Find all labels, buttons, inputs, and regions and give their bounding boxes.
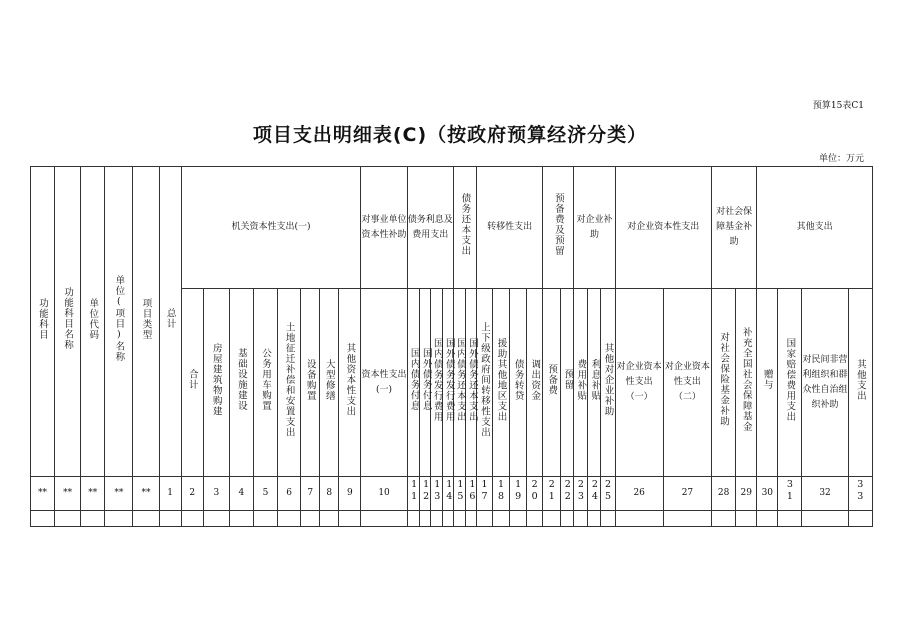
index-cell: 30 bbox=[757, 477, 778, 511]
sub-other-enterprise: 其他对企业补助 bbox=[601, 289, 615, 477]
group-enterprise-subsidy: 对企业补助 bbox=[574, 167, 615, 289]
index-cell: ** bbox=[105, 477, 133, 511]
index-cell: 7 bbox=[301, 477, 320, 511]
sub-enterprise-capital-one: 对企业资本性支出（一） bbox=[615, 289, 663, 477]
sub-cost-subsidy: 费用补贴 bbox=[574, 289, 588, 477]
sub-onlending: 债务转贷 bbox=[510, 289, 527, 477]
index-cell: 23 bbox=[574, 477, 588, 511]
group-reserve: 预备费及预留 bbox=[543, 167, 574, 289]
group-other: 其他支出 bbox=[757, 167, 873, 289]
sub-domestic-principal: 国内债务还本支出 bbox=[453, 289, 465, 477]
index-cell: 8 bbox=[320, 477, 339, 511]
sub-aid-regions: 援助其他地区支出 bbox=[493, 289, 510, 477]
index-cell: 24 bbox=[588, 477, 601, 511]
index-cell: 17 bbox=[476, 477, 492, 511]
index-cell: 26 bbox=[615, 477, 663, 511]
empty-cell bbox=[527, 511, 543, 527]
empty-cell bbox=[601, 511, 615, 527]
sub-retained: 预留 bbox=[561, 289, 574, 477]
col-func-code: 功能科目 bbox=[31, 167, 55, 477]
index-cell: 28 bbox=[712, 477, 736, 511]
empty-cell bbox=[757, 511, 778, 527]
group-social-security: 对社会保障基金补助 bbox=[712, 167, 757, 289]
empty-cell bbox=[181, 511, 203, 527]
empty-cell bbox=[105, 511, 133, 527]
index-cell: 32 bbox=[802, 477, 848, 511]
sub-other-capital: 其他资本性支出 bbox=[339, 289, 361, 477]
empty-cell bbox=[430, 511, 442, 527]
unit-label: 单位：万元 bbox=[818, 154, 864, 164]
empty-cell bbox=[802, 511, 848, 527]
empty-cell bbox=[561, 511, 574, 527]
sub-foreign-interest: 国外债务付息 bbox=[419, 289, 430, 477]
group-transfer: 转移性支出 bbox=[476, 167, 542, 289]
index-cell: 27 bbox=[663, 477, 711, 511]
index-cell: 2 bbox=[181, 477, 203, 511]
sub-foreign-principal: 国外债务还本支出 bbox=[465, 289, 476, 477]
index-cell: 20 bbox=[527, 477, 543, 511]
index-cell: 3 bbox=[203, 477, 229, 511]
empty-cell bbox=[81, 511, 105, 527]
sub-domestic-issue: 国内债务发行费用 bbox=[430, 289, 442, 477]
group-debt-interest: 债务利息及费用支出 bbox=[407, 167, 453, 289]
col-unit-code: 单位代码 bbox=[81, 167, 105, 477]
group-public-unit-capital: 对事业单位资本性补助 bbox=[361, 167, 407, 289]
sub-nonprofit-subsidy: 对民间非营利组织和群众性自治组织补助 bbox=[802, 289, 848, 477]
empty-cell bbox=[543, 511, 561, 527]
index-cell: 29 bbox=[736, 477, 757, 511]
index-cell: 25 bbox=[601, 477, 615, 511]
empty-cell bbox=[55, 511, 81, 527]
empty-row bbox=[31, 511, 873, 527]
empty-cell bbox=[133, 511, 159, 527]
group-header-row bbox=[31, 167, 873, 289]
index-cell: 15 bbox=[453, 477, 465, 511]
sub-total: 合计 bbox=[181, 289, 203, 477]
index-cell: 31 bbox=[778, 477, 802, 511]
group-enterprise-capital: 对企业资本性支出 bbox=[615, 167, 711, 289]
index-cell: 16 bbox=[465, 477, 476, 511]
index-cell: ** bbox=[133, 477, 159, 511]
empty-cell bbox=[31, 511, 55, 527]
index-cell: 14 bbox=[442, 477, 453, 511]
empty-cell bbox=[848, 511, 872, 527]
expenditure-table bbox=[30, 166, 873, 527]
sub-interest-subsidy: 利息补贴 bbox=[588, 289, 601, 477]
index-cell: 33 bbox=[848, 477, 872, 511]
empty-cell bbox=[465, 511, 476, 527]
group-capital-expenditure: 机关资本性支出(一) bbox=[181, 167, 361, 289]
empty-cell bbox=[203, 511, 229, 527]
index-cell: 13 bbox=[430, 477, 442, 511]
page-title: 项目支出明细表(C)（按政府预算经济分类） bbox=[252, 124, 648, 146]
empty-cell bbox=[663, 511, 711, 527]
index-cell: 19 bbox=[510, 477, 527, 511]
empty-cell bbox=[453, 511, 465, 527]
empty-cell bbox=[712, 511, 736, 527]
index-cell: 9 bbox=[339, 477, 361, 511]
empty-cell bbox=[778, 511, 802, 527]
empty-cell bbox=[419, 511, 430, 527]
index-cell: 10 bbox=[361, 477, 407, 511]
sub-foreign-issue: 国外债务发行费用 bbox=[442, 289, 453, 477]
sub-domestic-interest: 国内债务付息 bbox=[407, 289, 419, 477]
index-cell: 6 bbox=[278, 477, 301, 511]
sub-vehicle: 公务用车购置 bbox=[253, 289, 277, 477]
empty-cell bbox=[320, 511, 339, 527]
sub-land: 土地征迁补偿和安置支出 bbox=[278, 289, 301, 477]
index-cell: 18 bbox=[493, 477, 510, 511]
sub-reserve-fee: 预备费 bbox=[543, 289, 561, 477]
index-row bbox=[31, 477, 873, 511]
sub-enterprise-capital-two: 对企业资本性支出（二） bbox=[663, 289, 711, 477]
sub-national-fund: 补充全国社会保障基金 bbox=[736, 289, 757, 477]
index-cell: ** bbox=[81, 477, 105, 511]
empty-cell bbox=[736, 511, 757, 527]
index-cell: 21 bbox=[543, 477, 561, 511]
empty-cell bbox=[229, 511, 253, 527]
index-cell: 22 bbox=[561, 477, 574, 511]
index-cell: 4 bbox=[229, 477, 253, 511]
group-debt-principal: 债务还本支出 bbox=[453, 167, 476, 289]
index-cell: ** bbox=[31, 477, 55, 511]
col-func-name: 功能科目名称 bbox=[55, 167, 81, 477]
empty-cell bbox=[615, 511, 663, 527]
empty-cell bbox=[301, 511, 320, 527]
empty-cell bbox=[339, 511, 361, 527]
empty-cell bbox=[253, 511, 277, 527]
sub-intergov-transfer: 上下级政府间转移性支出 bbox=[476, 289, 492, 477]
empty-cell bbox=[588, 511, 601, 527]
table-code: 预算15表C1 bbox=[812, 101, 864, 111]
col-project-type: 项目类型 bbox=[133, 167, 159, 477]
index-cell: 1 bbox=[159, 477, 181, 511]
empty-cell bbox=[407, 511, 419, 527]
empty-cell bbox=[476, 511, 492, 527]
sub-state-compensation: 国家赔偿费用支出 bbox=[778, 289, 802, 477]
index-cell: 11 bbox=[407, 477, 419, 511]
sub-gift: 赠与 bbox=[757, 289, 778, 477]
sub-capital-one: 资本性支出(一) bbox=[361, 289, 407, 477]
empty-cell bbox=[159, 511, 181, 527]
index-cell: 12 bbox=[419, 477, 430, 511]
sub-repair: 大型修缮 bbox=[320, 289, 339, 477]
empty-cell bbox=[442, 511, 453, 527]
sub-social-insurance: 对社会保险基金补助 bbox=[712, 289, 736, 477]
index-cell: 5 bbox=[253, 477, 277, 511]
empty-cell bbox=[493, 511, 510, 527]
sub-building: 房屋建筑物购建 bbox=[203, 289, 229, 477]
empty-cell bbox=[510, 511, 527, 527]
index-cell: ** bbox=[55, 477, 81, 511]
empty-cell bbox=[278, 511, 301, 527]
sub-funds-out: 调出资金 bbox=[527, 289, 543, 477]
sub-infrastructure: 基础设施建设 bbox=[229, 289, 253, 477]
empty-cell bbox=[361, 511, 407, 527]
empty-cell bbox=[574, 511, 588, 527]
sub-equipment: 设备购置 bbox=[301, 289, 320, 477]
col-total: 总计 bbox=[159, 167, 181, 477]
col-unit-name: 单位(项目)名称 bbox=[105, 167, 133, 477]
sub-other-spending: 其他支出 bbox=[848, 289, 872, 477]
